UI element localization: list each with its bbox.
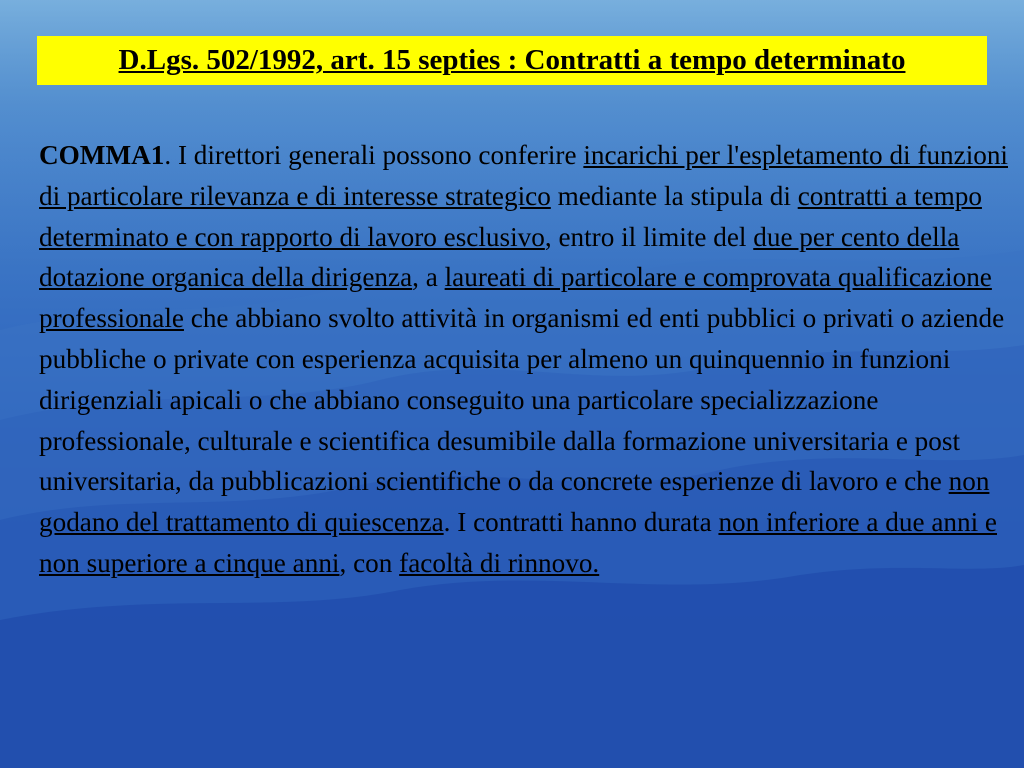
title-box xyxy=(37,36,987,85)
text-run: , con xyxy=(339,547,400,578)
text-run: che abbiano svolto attività in organismi ed enti pubblici o privati o aziende pubbliche o private con esperienza acquisita per almeno un quinquennio in funzioni dirigenziali apicali o che abbiano conseguito una particolare specializzazione professionale, culturale e scientifica desumibile dalla formazione universitaria e post universitaria, da pubblicazioni scientifiche o da concrete esperienze di lavoro e che xyxy=(39,303,1005,497)
underlined-phrase: incarichi per l'espletamento di funzioni di particolare rilevanza e di interesse strategico xyxy=(39,140,1008,211)
underlined-phrase: contratti a tempo determinato e con rapporto di lavoro esclusivo xyxy=(39,180,982,252)
underlined-phrase: non godano del trattamento di quiescenza xyxy=(39,466,990,538)
slide-title: D.Lgs. 502/1992, art. 15 septies : Contratti a tempo determinato xyxy=(118,44,906,76)
body-paragraph xyxy=(39,135,1009,584)
text-run: , entro il limite del xyxy=(544,221,754,252)
underlined-phrase: non inferiore a due anni e non superiore a cinque anni xyxy=(39,507,997,578)
text-run: , a xyxy=(412,262,445,293)
underlined-phrase: laureati di particolare e comprovata qualificazione professionale xyxy=(39,262,992,334)
text-run: mediante la stipula di xyxy=(550,180,798,211)
comma-label: COMMA1 xyxy=(39,140,165,170)
underlined-phrase: facoltà di rinnovo. xyxy=(399,547,600,578)
text-run: . I direttori generali possono conferire xyxy=(164,140,584,170)
text-run: . I contratti hanno durata xyxy=(443,507,719,538)
underlined-phrase: due per cento della dotazione organica della dirigenza xyxy=(39,221,960,293)
